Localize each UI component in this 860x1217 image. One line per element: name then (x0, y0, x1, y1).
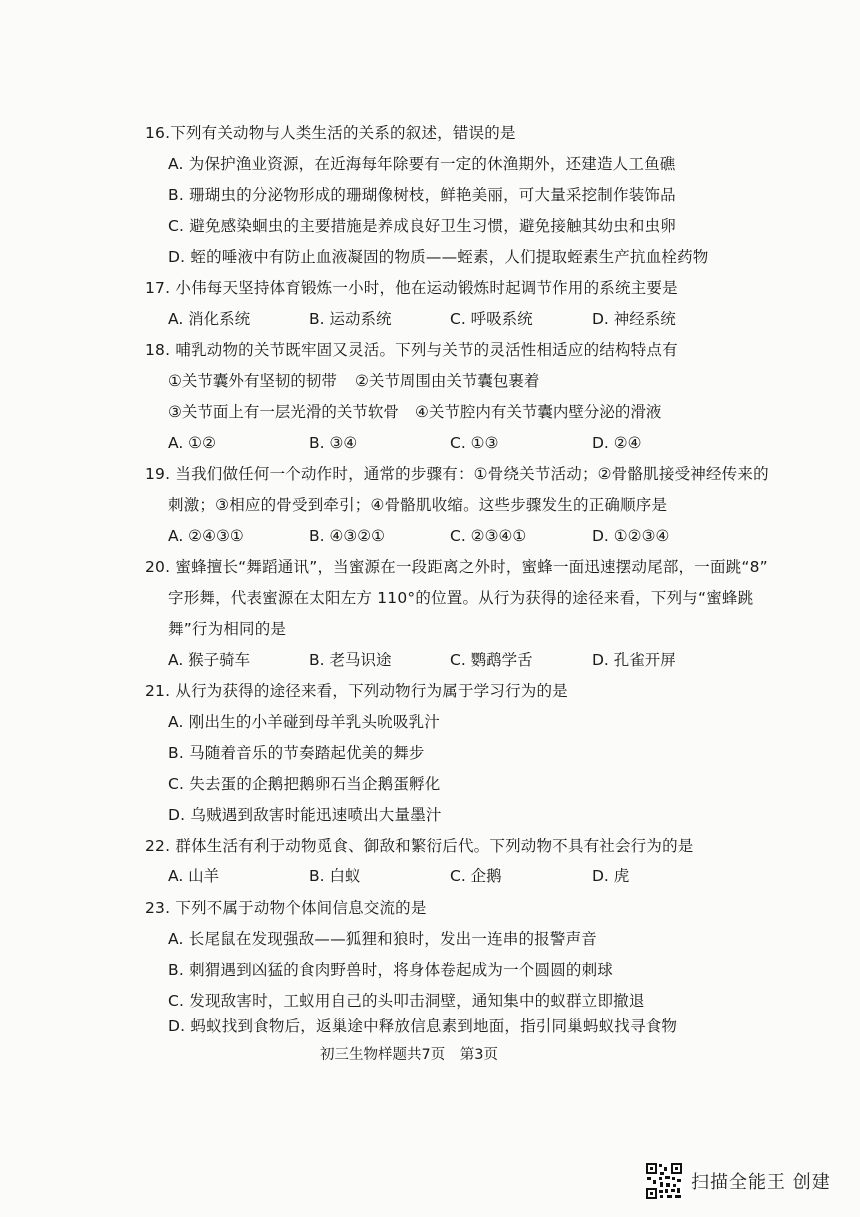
q19-option-d: D. ①②③④ (592, 527, 670, 545)
q22-option-c: C. 企鹅 (450, 867, 502, 885)
scanner-watermark (645, 1162, 831, 1200)
watermark-text: 扫描全能王 创建 (691, 1172, 831, 1193)
qr-code-icon (645, 1162, 683, 1200)
q20-option-d: D. 孔雀开屏 (592, 651, 676, 669)
page-footer: 初三生物样题共7页 第3页 (320, 1047, 498, 1063)
q19-stem-line2: 刺激；③相应的骨受到牵引；④骨骼肌收缩。这些步骤发生的正确顺序是 (168, 496, 668, 514)
q23-option-b: B. 刺猬遇到凶猛的食肉野兽时，将身体卷起成为一个圆圆的刺球 (168, 961, 613, 979)
q20-option-a: A. 猴子骑车 (168, 651, 251, 669)
q20-stem-line2: 字形舞，代表蜜源在太阳左方 110°的位置。从行为获得的途径来看，下列与“蜜蜂跳 (168, 589, 754, 607)
q18-option-b: B. ③④ (309, 434, 358, 452)
q18-option-c: C. ①③ (450, 434, 499, 452)
q18-statement-1: ①关节囊外有坚韧的韧带 (168, 372, 337, 390)
q20-option-c: C. 鹦鹉学舌 (450, 651, 533, 669)
q22-option-b: B. 白蚁 (309, 867, 361, 885)
q20-stem-line1: 20. 蜜蜂擅长“舞蹈通讯”，当蜜源在一段距离之外时，蜜蜂一面迅速摆动尾部，一面跳“8” (145, 558, 768, 576)
q21-option-c: C. 失去蛋的企鹅把鹅卵石当企鹅蛋孵化 (168, 775, 441, 793)
q23-option-a: A. 长尾鼠在发现强敌——狐狸和狼时，发出一连串的报警声音 (168, 930, 597, 948)
q22-stem: 22. 群体生活有利于动物觅食、御敌和繁衍后代。下列动物不具有社会行为的是 (145, 837, 694, 855)
q18-stem: 18. 哺乳动物的关节既牢固又灵活。下列与关节的灵活性相适应的结构特点有 (145, 341, 678, 359)
q22-option-a: A. 山羊 (168, 867, 220, 885)
q18-option-a: A. ①② (168, 434, 216, 452)
q20-stem-line3: 舞”行为相同的是 (168, 620, 287, 638)
q19-option-a: A. ②④③① (168, 527, 244, 545)
q21-option-d: D. 乌贼遇到敌害时能迅速喷出大量墨汁 (168, 806, 442, 824)
q20-option-b: B. 老马识途 (309, 651, 392, 669)
q19-option-c: C. ②③④① (450, 527, 527, 545)
q21-option-a: A. 刚出生的小羊碰到母羊乳头吮吸乳汁 (168, 713, 440, 731)
q23-option-d: D. 蚂蚁找到食物后，返巢途中释放信息素到地面，指引同巢蚂蚁找寻食物 (168, 1017, 678, 1035)
q18-statement-4: ④关节腔内有关节囊内壁分泌的滑液 (415, 403, 662, 421)
q17-option-a: A. 消化系统 (168, 310, 251, 328)
q19-stem-line1: 19. 当我们做任何一个动作时，通常的步骤有：①骨绕关节活动；②骨骼肌接受神经传来的 (145, 465, 769, 483)
q17-option-c: C. 呼吸系统 (450, 310, 533, 328)
q16-option-d: D. 蛭的唾液中有防止血液凝固的物质——蛭素，人们提取蛭素生产抗血栓药物 (168, 248, 709, 266)
q18-statement-2: ②关节周围由关节囊包裹着 (355, 372, 540, 390)
q17-option-b: B. 运动系统 (309, 310, 392, 328)
q16-stem: 16.下列有关动物与人类生活的关系的叙述，错误的是 (145, 124, 516, 142)
q16-option-c: C. 避免感染蛔虫的主要措施是养成良好卫生习惯，避免接触其幼虫和虫卵 (168, 217, 676, 235)
q23-stem: 23. 下列不属于动物个体间信息交流的是 (145, 899, 427, 917)
q18-option-d: D. ②④ (592, 434, 642, 452)
q18-statement-3: ③关节面上有一层光滑的关节软骨 (168, 403, 399, 421)
q23-option-c: C. 发现敌害时，工蚁用自己的头叩击洞壁，通知集中的蚁群立即撤退 (168, 992, 645, 1010)
q17-option-d: D. 神经系统 (592, 310, 676, 328)
q21-option-b: B. 马随着音乐的节奏踏起优美的舞步 (168, 744, 425, 762)
q16-option-a: A. 为保护渔业资源，在近海每年除要有一定的休渔期外，还建造人工鱼礁 (168, 155, 676, 173)
q22-option-d: D. 虎 (592, 867, 630, 885)
q19-option-b: B. ④③②① (309, 527, 386, 545)
q21-stem: 21. 从行为获得的途径来看，下列动物行为属于学习行为的是 (145, 682, 568, 700)
q16-option-b: B. 珊瑚虫的分泌物形成的珊瑚像树枝，鲜艳美丽，可大量采挖制作装饰品 (168, 186, 676, 204)
q17-stem: 17. 小伟每天坚持体育锻炼一小时，他在运动锻炼时起调节作用的系统主要是 (145, 279, 678, 297)
